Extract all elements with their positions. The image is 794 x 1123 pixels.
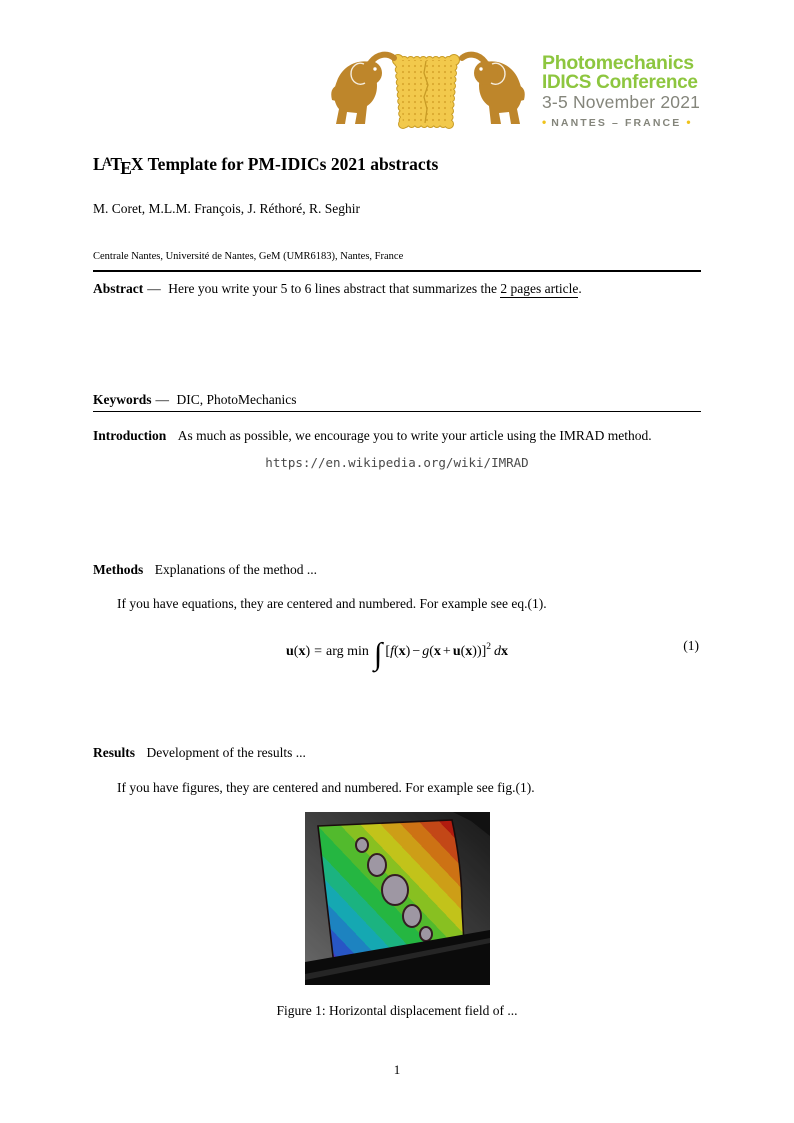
figure-intro-paragraph: If you have figures, they are centered and numbered. For example see fig.(1). — [117, 780, 535, 795]
equation-block — [93, 620, 701, 672]
integral-symbol: ∫ — [373, 636, 383, 671]
abstract-dash: — — [147, 281, 161, 296]
logo-line-idics-conference: IDICS Conference — [542, 71, 698, 93]
methods-label: Methods — [93, 562, 144, 577]
conference-logo — [327, 44, 709, 138]
figure-1-caption: Figure 1: Horizontal displacement field of ... — [276, 1003, 518, 1018]
equation-intro-paragraph: If you have equations, they are centered and numbered. For example see eq.(1). — [117, 596, 547, 611]
affiliation: Centrale Nantes, Université de Nantes, GeM (UMR6183), Nantes, France — [93, 251, 404, 262]
imrad-url-link[interactable]: https://en.wikipedia.org/wiki/IMRAD — [265, 455, 529, 470]
logo-location-text: NANTES – FRANCE — [551, 117, 682, 130]
figure-1-image — [305, 812, 490, 985]
photo-dim-overlay — [305, 812, 490, 985]
equation-number: (1) — [683, 638, 699, 653]
keywords-text: DIC, PhotoMechanics — [176, 392, 297, 407]
title-rest: Template for PM-IDICs 2021 abstracts — [143, 154, 439, 174]
results-text: Development of the results ... — [146, 745, 306, 760]
latex-logo: $L^ATEX$ — [93, 154, 144, 178]
rule-below-keywords — [93, 411, 701, 412]
results-paragraph — [93, 743, 701, 763]
author-list: M. Coret, M.L.M. François, J. Réthoré, R. Seghir — [93, 201, 360, 216]
keywords-label: Keywords — [93, 392, 152, 407]
introduction-paragraph — [93, 426, 701, 446]
biscuit-icon — [393, 55, 460, 129]
gold-dot-icon: • — [542, 115, 547, 130]
rule-above-abstract — [93, 270, 701, 272]
abstract-text: Here you write your 5 to 6 lines abstract that summarizes the — [168, 281, 501, 296]
conference-logo-text — [542, 53, 709, 130]
page-title — [93, 154, 438, 179]
right-elephant-icon — [462, 55, 525, 124]
results-label: Results — [93, 745, 136, 760]
displacement-field-photo — [305, 812, 490, 985]
left-elephant-icon — [331, 55, 394, 124]
elephants-biscuit-icon — [327, 45, 529, 137]
logo-line-photomechanics: Photomechanics — [542, 51, 694, 74]
methods-paragraph — [93, 560, 701, 580]
introduction-text: As much as possible, we encourage you to write your article using the IMRAD method. — [177, 428, 652, 443]
gold-dot-icon: • — [686, 115, 691, 130]
methods-text: Explanations of the method ... — [154, 562, 318, 577]
equation-body: u(x) = arg min ∫ $[f(x) - g(x + u(x))]^2$ dx — [285, 636, 509, 671]
logo-line-dates: 3-5 November 2021 — [542, 91, 701, 112]
keywords-paragraph — [93, 390, 701, 410]
page-number: 1 — [393, 1062, 401, 1077]
abstract-underlined-text: 2 pages article — [500, 281, 579, 296]
logo-line-location — [542, 115, 709, 129]
abstract-text-end: . — [578, 281, 582, 296]
keywords-dash: — — [155, 392, 170, 407]
introduction-label: Introduction — [93, 428, 167, 443]
abstract-label: Abstract — [93, 281, 144, 296]
abstract-paragraph — [93, 279, 701, 299]
